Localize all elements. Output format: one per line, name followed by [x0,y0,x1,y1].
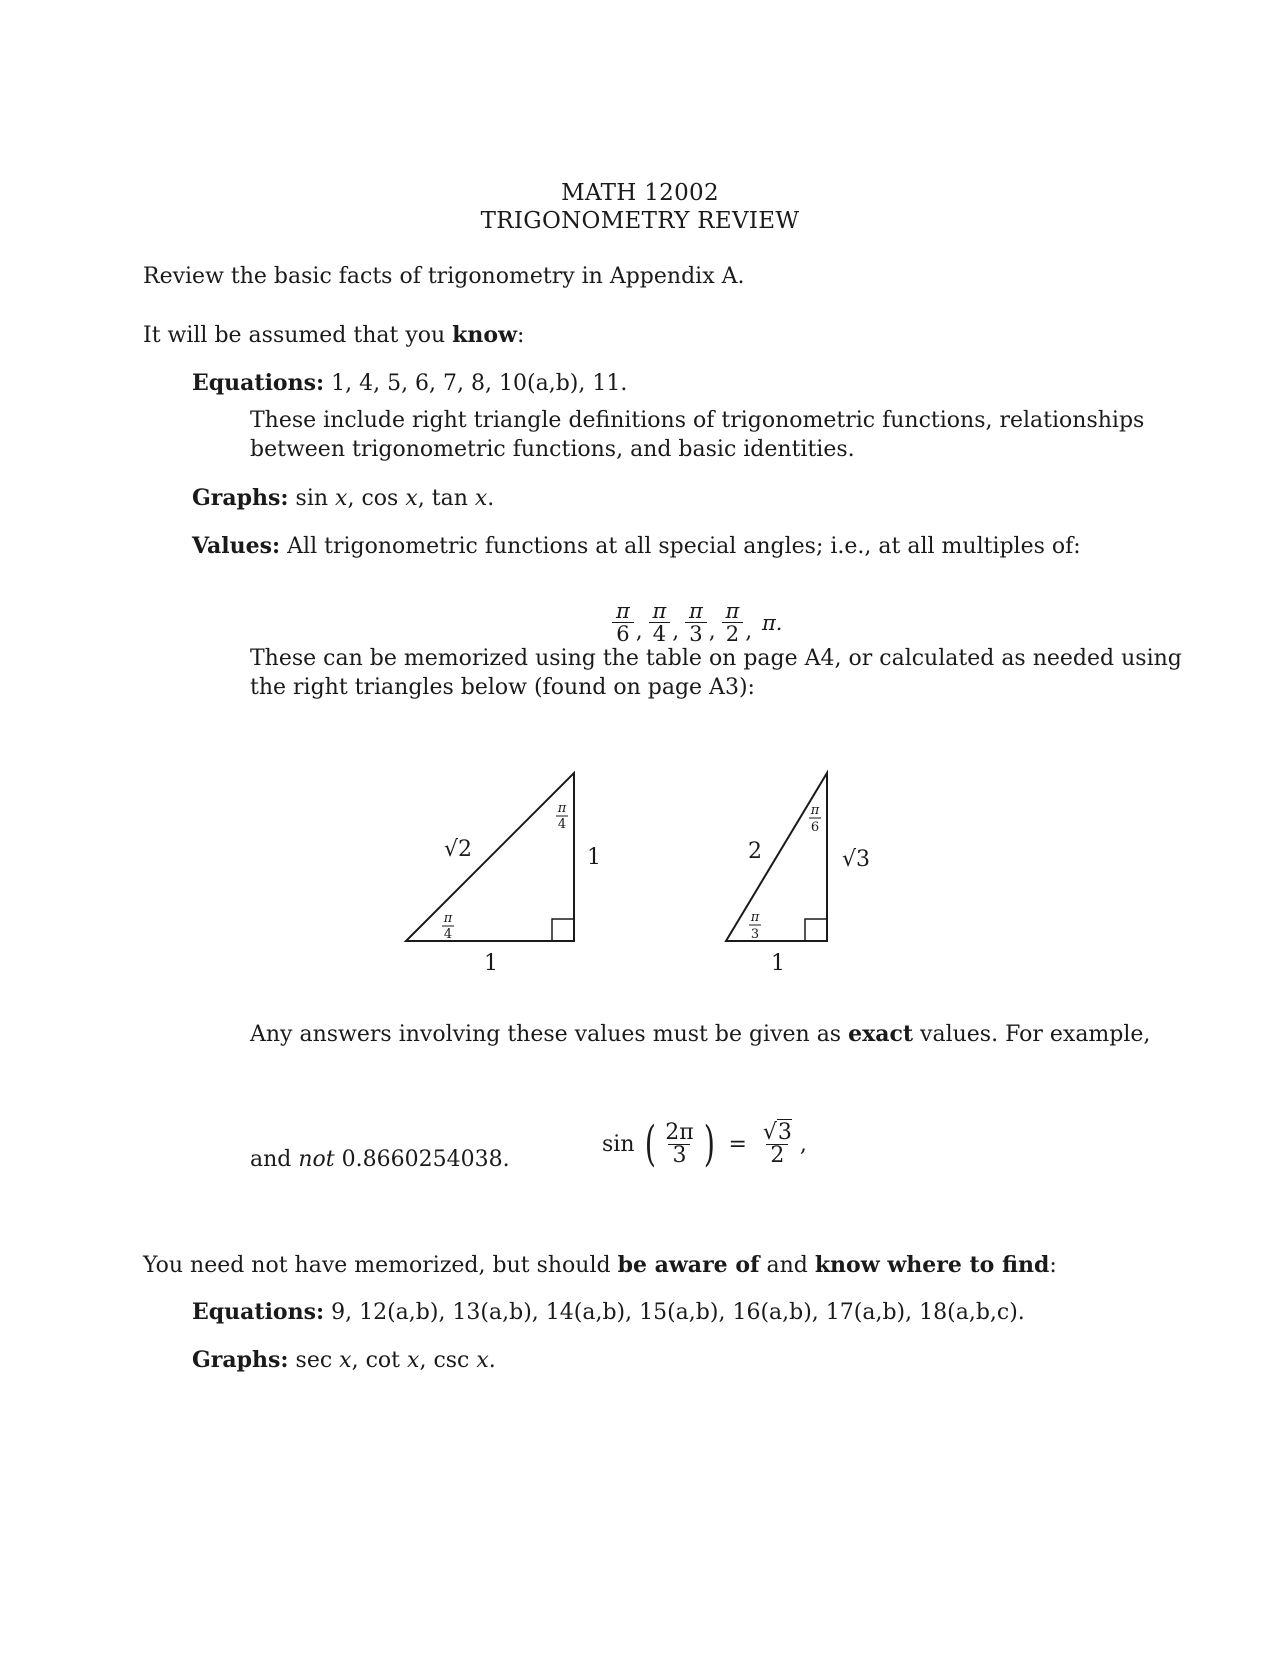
left-bottom-angle-den: 4 [443,927,453,942]
aware-graphs [192,1345,496,1376]
aware-equations [192,1297,1025,1328]
course-title: MATH 12002 [561,180,719,206]
page-title: TRIGONOMETRY REVIEW [480,208,800,234]
know-lead-bold: know [452,322,518,348]
values-text: All trigonometric functions at all special angles; i.e., at all multiples of: [287,534,1081,559]
memorize-text-2: the right triangles below (found on page A3): [250,675,755,700]
formula-left-paren: ( [644,1116,656,1172]
intro-text: Review the basic facts of trigonometry in Appendix A. [143,264,745,289]
know-lead-end: : [517,323,525,348]
equations-list: 1, 4, 5, 6, 7, 8, 10(a,b), 11. [331,371,628,396]
aware-bold-1: be aware of [617,1252,760,1278]
graph-fn-cot: cot x, [365,1348,427,1373]
graph-fn-sin: sin x, [295,486,355,511]
equations-desc-2: between trigonometric functions, and basic identities. [250,437,855,462]
not-approx-text [250,1145,510,1175]
example-formula [602,1116,807,1172]
left-top-angle-num: π [557,801,567,816]
graph-fn-cos: cos x, [361,486,425,511]
exact-text-bold: exact [848,1021,914,1047]
formula-root: 3 [777,1119,792,1145]
formula-equals: = [728,1131,747,1157]
not-start: and [250,1147,299,1172]
formula-right-paren: ) [703,1116,715,1172]
angle-pi-6: $\frac{\pi}{6}$ [612,600,634,645]
equations-desc-1: These include right triangle definitions of trigonometric functions, relationships [250,408,1145,433]
values-label: Values: [192,533,281,559]
right-hypotenuse-label: 2 [748,839,762,864]
aware-equations-list: 9, 12(a,b), 13(a,b), 14(a,b), 15(a,b), 16(a,b), 17(a,b), 18(a,b,c). [331,1300,1025,1325]
angle-pi: π. [762,610,783,635]
right-vertical-label: √3 [842,847,871,872]
not-value: 0.8660254038. [334,1147,510,1172]
left-hypotenuse-label: √2 [444,837,473,862]
triangle-30-60-90 [726,773,827,941]
aware-end: : [1049,1253,1057,1278]
aware-lead-text: You need not have memorized, but should [143,1253,618,1278]
left-top-angle-den: 4 [557,817,567,832]
graph-fn-sec: sec x, [295,1348,359,1373]
angle-pi-3: $\frac{\pi}{3}$ [685,600,707,645]
graph-fn-tan: tan x. [431,486,495,511]
left-bottom-angle-num: π [443,911,453,926]
not-italic: not [298,1147,335,1172]
memorize-text-1: These can be memorized using the table on page A4, or calculated as needed using [250,646,1182,671]
angle-pi-4: $\frac{\pi}{4}$ [649,600,671,645]
formula-argument: $\frac{2\pi}{3}$ [665,1119,694,1168]
right-angle-marker-left [552,919,574,941]
graphs-label: Graphs: [192,485,289,511]
know-lead-text: It will be assumed that you [143,323,453,348]
formula-fn: sin [602,1131,635,1157]
special-angles: $\frac{\pi}{6}$ , $\frac{\pi}{4}$ , $\frac{\pi}{3}$ , $\frac{\pi}{2}$ , π. [610,600,782,645]
left-base-label: 1 [484,951,498,976]
exact-text-start: Any answers involving these values must be given as [250,1022,849,1047]
exact-text [250,1019,1150,1050]
aware-graphs-label: Graphs: [192,1347,289,1373]
formula-result: $\frac{√3}{2}$ [762,1119,792,1168]
right-top-angle-den: 6 [810,820,820,835]
graph-fn-csc: csc x. [433,1348,496,1373]
exact-text-end: values. For example, [913,1022,1151,1047]
right-bottom-angle-num: π [750,910,760,925]
left-vertical-label: 1 [587,845,601,870]
triangle-45-45-90 [406,773,574,941]
right-bottom-angle-den: 3 [750,927,760,942]
angle-pi-2: $\frac{\pi}{2}$ [722,600,744,645]
aware-equations-label: Equations: [192,1299,325,1325]
equations-label: Equations: [192,370,325,396]
aware-mid: and [759,1253,815,1278]
right-top-angle-num: π [810,803,820,818]
aware-lead [143,1250,1057,1281]
right-angle-marker-right [805,919,827,941]
right-base-label: 1 [771,951,785,976]
aware-bold-2: know where to find [814,1252,1050,1278]
formula-trail: , [799,1131,807,1157]
